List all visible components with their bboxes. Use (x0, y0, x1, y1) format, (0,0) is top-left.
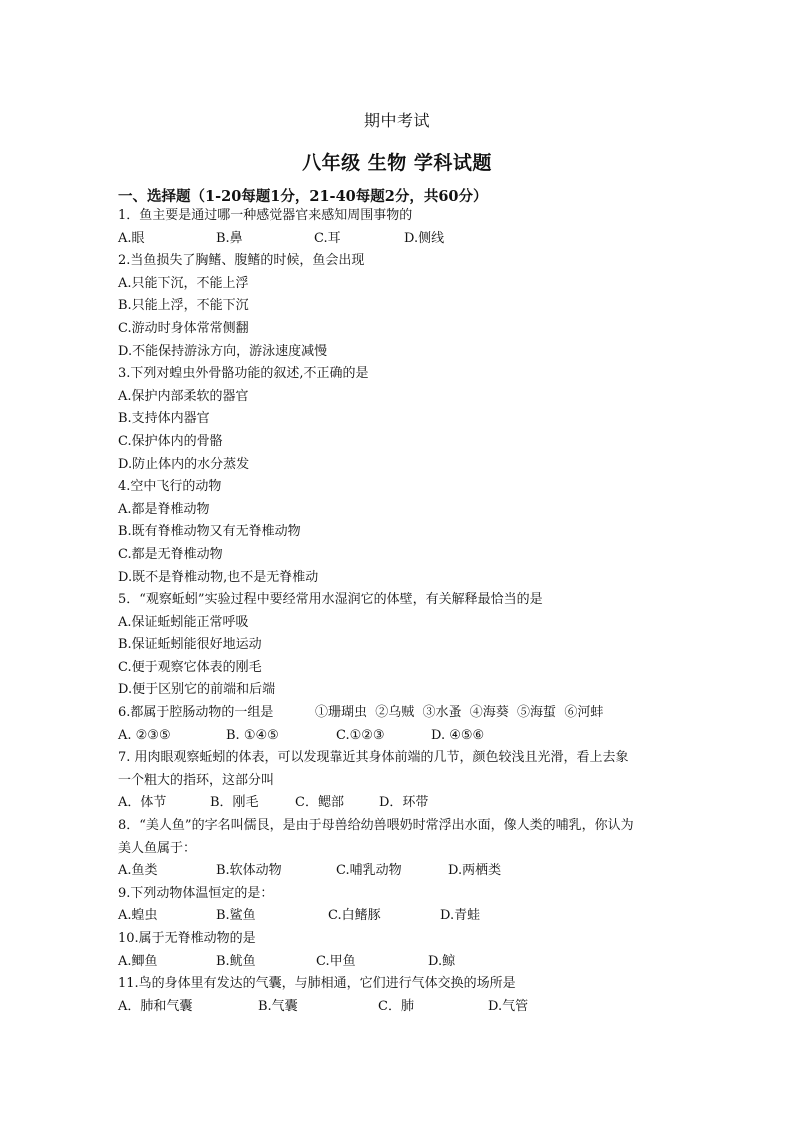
option: D.便于区别它的前端和后端 (118, 682, 276, 698)
option: D.两栖类 (448, 863, 502, 879)
option: A．肺和气囊 (118, 998, 193, 1014)
option-row (118, 725, 678, 748)
option: C.哺乳动物 (336, 863, 402, 879)
question-stem: 8．“美人鱼”的字名叫儒艮，是由于母兽给幼兽喂奶时常浮出水面，像人类的哺乳，你认为 (118, 818, 634, 834)
question-stem: 11.鸟的身体里有发达的气囊，与肺相通，它们进行气体交换的场所是 (118, 976, 516, 992)
question-items: ①珊瑚虫 ②乌贼 ③水蚤 ④海葵 ⑤海蜇 ⑥河蚌 (315, 705, 604, 721)
option: A. ②③⑤ (118, 727, 171, 743)
option: B.支持体内器官 (118, 411, 210, 427)
option: D.不能保持游泳方向，游泳速度减慢 (118, 343, 328, 359)
option: C．肺 (378, 998, 414, 1014)
option: C.都是无脊椎动物 (118, 546, 223, 562)
option: C.甲鱼 (316, 953, 356, 969)
option: A.鲫鱼 (118, 953, 158, 969)
option: D.青蛙 (440, 908, 481, 924)
question-stem: 7. 用肉眼观察蚯蚓的体表，可以发现靠近其身体前端的几节，颜色较浅且光滑，看上去象 (118, 750, 629, 766)
option-row (118, 228, 678, 251)
option: C.①②③ (336, 727, 385, 743)
question-stem: 3.下列对蝗虫外骨骼功能的叙述,不正确的是 (118, 366, 369, 382)
option: C.便于观察它体表的刚毛 (118, 659, 262, 675)
question-stem: 9.下列动物体温恒定的是： (118, 885, 274, 901)
question-stem-row (118, 702, 678, 725)
option-row (118, 860, 678, 883)
exam-title: 期中考试 (363, 111, 430, 130)
option: B.鲨鱼 (216, 908, 256, 924)
question-stem: 4.空中飞行的动物 (118, 479, 222, 495)
question-stem-continued: 一个粗大的指环，这部分叫 (118, 772, 275, 788)
option: A.蝗虫 (118, 908, 158, 924)
option: B.软体动物 (216, 863, 282, 879)
option: D.气管 (488, 998, 529, 1014)
option: C.保护体内的骨骼 (118, 433, 223, 449)
question-list (118, 205, 678, 1018)
question-stem: 10.属于无脊椎动物的是 (118, 931, 256, 946)
option: D．环带 (379, 795, 429, 811)
option: C.白鳍豚 (328, 908, 381, 924)
question-stem: 5．“观察蚯蚓”实验过程中要经常用水湿润它的体壁，有关解释最恰当的是 (118, 592, 543, 608)
option: A.都是脊椎动物 (118, 501, 210, 517)
option: D.侧线 (404, 230, 445, 246)
question-stem: 1．鱼主要是通过哪一种感觉器官来感知周围事物的 (118, 208, 413, 223)
question-stem-continued: 美人鱼属于： (118, 840, 197, 856)
option-row (118, 792, 678, 815)
option: C.耳 (314, 230, 341, 246)
option: A.鱼类 (118, 863, 158, 879)
question-stem: 2.当鱼损失了胸鳍、腹鳍的时候，鱼会出现 (118, 253, 365, 269)
option: B.保证蚯蚓能很好地运动 (118, 637, 262, 653)
option: A.保护内部柔软的器官 (118, 388, 249, 404)
option-row (118, 951, 678, 974)
question-stem: 6.都属于腔肠动物的一组是 (118, 705, 274, 721)
option: A．体节 (118, 795, 167, 811)
option: A.眼 (118, 230, 145, 246)
exam-subtitle: 八年级 生物 学科试题 (302, 152, 492, 174)
option: A.只能下沉，不能上浮 (118, 275, 249, 291)
option: D.鲸 (428, 953, 456, 969)
option: B.气囊 (258, 998, 298, 1014)
option: B.既有脊椎动物又有无脊椎动物 (118, 524, 301, 540)
option: C．鳃部 (295, 795, 344, 811)
option: B．刚毛 (210, 795, 259, 811)
option: B.鱿鱼 (216, 953, 256, 969)
option: D.防止体内的水分蒸发 (118, 456, 250, 472)
section-heading: 一、选择题（1-20每题1分，21-40每题2分，共60分） (118, 188, 488, 205)
option: B. ①④⑤ (226, 727, 279, 743)
option: A.保证蚯蚓能正常呼吸 (118, 614, 249, 630)
option: B.鼻 (216, 230, 243, 246)
option: B.只能上浮，不能下沉 (118, 298, 249, 314)
option-row (118, 996, 678, 1019)
option: D. ④⑤⑥ (431, 727, 485, 743)
option-row (118, 905, 678, 928)
option: D.既不是脊椎动物,也不是无脊椎动 (118, 569, 319, 585)
option: C.游动时身体常常侧翻 (118, 320, 249, 336)
